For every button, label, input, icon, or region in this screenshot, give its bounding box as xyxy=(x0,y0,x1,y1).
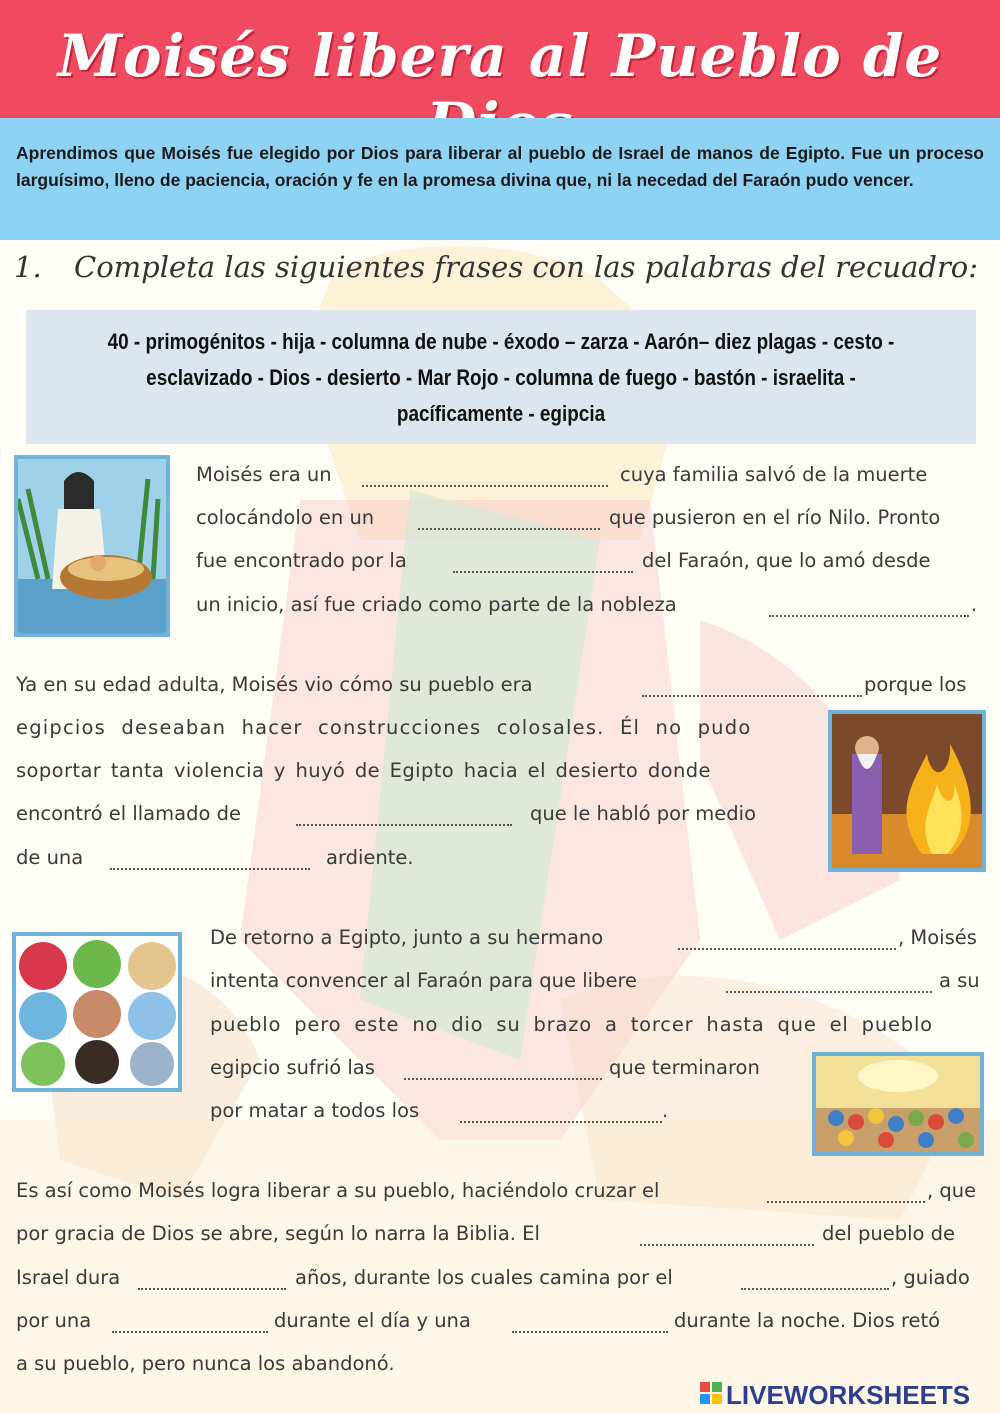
text-segment: del Faraón, que lo amó desde xyxy=(642,549,931,572)
word-bank xyxy=(26,310,976,444)
text-segment: encontró el llamado de xyxy=(16,802,241,825)
blank-12[interactable] xyxy=(767,1201,925,1203)
intro-text: Aprendimos que Moisés fue elegido por Dios para liberar al pueblo de Israel de manos de Egipto. Fue un proceso larguísimo, lleno de paciencia, oración y fe en la promesa divina que, ni la necedad del Faraón pudo vencer. xyxy=(16,143,984,190)
text-segment: fue encontrado por la xyxy=(196,549,407,572)
baby-moses-picture xyxy=(14,455,170,637)
blank-1[interactable] xyxy=(362,485,608,487)
text-segment: a su xyxy=(939,969,980,992)
page-title: Moisés libera al Pueblo de xyxy=(57,22,943,90)
word-bank-line: esclavizado - Dios - desierto - Mar Rojo - columna de fuego - bastón - israelita - xyxy=(146,365,856,390)
intro-box xyxy=(0,118,1000,240)
text-segment: por gracia de Dios se abre, según lo narra la Biblia. El xyxy=(16,1222,540,1245)
text-segment: colocándolo en un xyxy=(196,506,375,529)
blank-7[interactable] xyxy=(110,868,310,870)
blank-8[interactable] xyxy=(678,948,896,950)
blank-10[interactable] xyxy=(404,1078,602,1080)
blank-6[interactable] xyxy=(296,824,512,826)
instruction-number: 1. xyxy=(14,250,42,284)
text-segment: que pusieron en el río Nilo. Pronto xyxy=(609,506,941,529)
text-segment: que le habló por medio xyxy=(530,802,757,825)
blank-14[interactable] xyxy=(138,1288,286,1290)
text-segment: de una xyxy=(16,846,84,869)
text-segment: un inicio, así fue criado como parte de la nobleza xyxy=(196,593,677,616)
blank-13[interactable] xyxy=(640,1244,814,1246)
text-segment: por una xyxy=(16,1309,92,1332)
word-bank-line: pacíficamente - egipcia xyxy=(396,401,606,426)
text-segment: cuya familia salvó de la muerte xyxy=(620,463,928,486)
liveworksheets-mark-icon xyxy=(700,1382,722,1404)
text-segment: De retorno a Egipto, junto a su hermano xyxy=(210,926,604,949)
blank-11[interactable] xyxy=(460,1121,662,1123)
text-segment: egipcios deseaban hacer construcciones colosales. Él no pudo xyxy=(16,716,752,739)
text-segment: del pueblo de xyxy=(822,1222,956,1245)
text-segment: Moisés era un xyxy=(196,463,332,486)
blank-2[interactable] xyxy=(418,528,600,530)
burning-bush-illustration xyxy=(832,714,982,868)
text-segment: Israel dura xyxy=(16,1266,121,1289)
word-bank-line: 40 - primogénitos - hija - columna de nube - éxodo – zarza - Aarón– diez plagas - cesto - xyxy=(107,329,895,354)
burning-bush-picture xyxy=(828,710,986,872)
plagues-picture xyxy=(12,932,182,1092)
text-segment: pueblo pero este no dio su brazo a torcer hasta que el pueblo xyxy=(210,1013,933,1036)
word-bank-text xyxy=(93,324,910,432)
blank-5[interactable] xyxy=(642,695,862,697)
text-segment: ardiente. xyxy=(326,846,414,869)
text-segment: , Moisés xyxy=(898,926,977,949)
text-segment: . xyxy=(662,1099,669,1122)
instruction xyxy=(14,250,984,300)
title-bar xyxy=(0,0,1000,118)
text-segment: por matar a todos los xyxy=(210,1099,420,1122)
blank-9[interactable] xyxy=(726,991,932,993)
text-segment: . xyxy=(971,593,978,616)
red-sea-picture xyxy=(812,1052,984,1156)
text-segment: durante la noche. Dios retó xyxy=(674,1309,941,1332)
text-segment: , guiado xyxy=(891,1266,970,1289)
text-segment: que terminaron xyxy=(609,1056,760,1079)
text-segment: a su pueblo, pero nunca los abandonó. xyxy=(16,1352,395,1375)
text-segment: intenta convencer al Faraón para que libere xyxy=(210,969,638,992)
text-segment: Ya en su edad adulta, Moisés vio cómo su pueblo era xyxy=(16,673,533,696)
text-segment: porque los xyxy=(864,673,967,696)
blank-17[interactable] xyxy=(512,1331,668,1333)
blank-16[interactable] xyxy=(112,1331,268,1333)
blank-4[interactable] xyxy=(769,615,969,617)
text-segment: años, durante los cuales camina por el xyxy=(295,1266,673,1289)
blank-15[interactable] xyxy=(741,1288,889,1290)
text-segment: durante el día y una xyxy=(274,1309,471,1332)
plagues-illustration xyxy=(16,936,178,1088)
text-segment: egipcio sufrió las xyxy=(210,1056,375,1079)
baby-moses-illustration xyxy=(18,459,166,633)
text-segment: soportar tanta violencia y huyó de Egipto hacia el desierto donde xyxy=(16,759,711,782)
liveworksheets-logo xyxy=(700,1380,995,1408)
instruction-text: Completa las siguientes frases con las palabras del recuadro: xyxy=(74,250,979,284)
red-sea-illustration xyxy=(816,1056,980,1152)
text-segment: , que xyxy=(927,1179,977,1202)
text-segment: Es así como Moisés logra liberar a su pueblo, haciéndolo cruzar el xyxy=(16,1179,660,1202)
logo-text: LIVEWORKSHEETS xyxy=(726,1380,971,1410)
blank-3[interactable] xyxy=(453,571,633,573)
